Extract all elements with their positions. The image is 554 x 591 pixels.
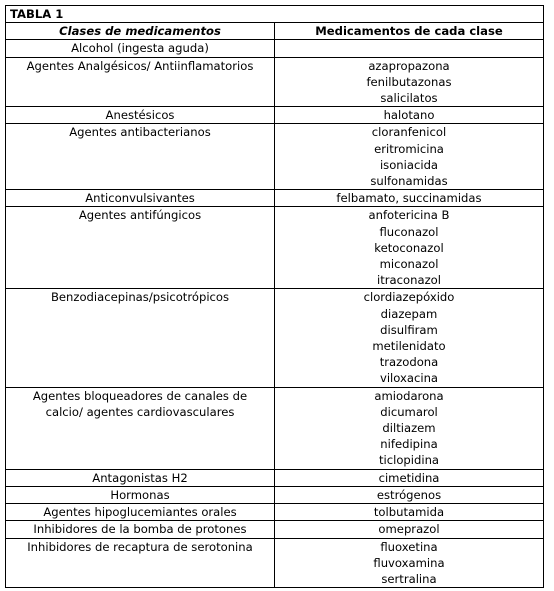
- class-cell: [6, 387, 275, 469]
- drug-name: [279, 40, 539, 56]
- class-cell: [6, 486, 275, 503]
- drug-name: fluvoxamina: [373, 555, 445, 570]
- class-cell: [6, 124, 275, 190]
- drug-name: sulfonamidas: [370, 174, 448, 189]
- table-row: [6, 504, 544, 521]
- drugs-cell: [275, 387, 544, 469]
- class-name: Agentes hipoglucemiantes orales: [43, 505, 237, 520]
- drug-name: estrógenos: [376, 487, 442, 502]
- drug-name: fluconazol: [379, 224, 439, 239]
- drugs-cell: [275, 107, 544, 124]
- drug-name: nifedipina: [380, 437, 438, 452]
- class-cell: [6, 521, 275, 538]
- class-name: Agentes Analgésicos/ Antiinflamatorios: [26, 58, 254, 73]
- drug-name: fenilbutazonas: [366, 74, 452, 89]
- drug-name: isoniacida: [379, 157, 439, 172]
- drug-name: amiodarona: [374, 388, 444, 403]
- class-cell: [6, 107, 275, 124]
- class-cell: [6, 57, 275, 107]
- class-name: Inhibidores de recaptura de serotonina: [27, 539, 253, 554]
- table-row: [6, 57, 544, 107]
- table-title-row: [6, 6, 544, 23]
- drug-name: itraconazol: [377, 273, 441, 288]
- drug-name: halotano: [383, 108, 435, 123]
- drugs-cell: [275, 207, 544, 289]
- table-row: [6, 538, 544, 588]
- drug-class-table: [5, 5, 544, 588]
- drug-name: diltiazem: [382, 421, 436, 436]
- class-name: Hormonas: [110, 487, 170, 502]
- drug-name: salicilatos: [380, 91, 438, 106]
- table-row: [6, 107, 544, 124]
- table-row: [6, 486, 544, 503]
- drug-name: metilenidato: [372, 339, 446, 354]
- class-name: Inhibidores de la bomba de protones: [33, 522, 247, 537]
- table-row: [6, 124, 544, 190]
- table-row: [6, 207, 544, 289]
- class-cell: [6, 207, 275, 289]
- class-name: Agentes antibacterianos: [69, 125, 211, 140]
- drug-name: ketoconazol: [374, 240, 444, 255]
- drugs-cell: [275, 289, 544, 387]
- class-cell: [6, 190, 275, 207]
- header-classes: Clases de medicamentos: [6, 23, 275, 40]
- class-name: Antagonistas H2: [92, 470, 188, 485]
- table-title: TABLA 1: [6, 6, 544, 23]
- drugs-cell: [275, 538, 544, 588]
- class-name: Agentes antifúngicos: [78, 208, 202, 223]
- class-name: Agentes bloqueadores de canales de: [32, 388, 248, 403]
- table-row: [6, 190, 544, 207]
- table-row: [6, 40, 544, 57]
- drug-name: omeprazol: [378, 522, 440, 537]
- drugs-cell: [275, 486, 544, 503]
- drug-name: cimetidina: [378, 470, 440, 485]
- drugs-cell: [275, 469, 544, 486]
- table-header-row: [6, 23, 544, 40]
- drug-name: clordiazepóxido: [363, 290, 455, 305]
- drug-name: ticlopidina: [378, 453, 440, 468]
- drug-name: anfotericina B: [368, 208, 450, 223]
- class-name: Anestésicos: [105, 108, 175, 123]
- class-cell: [6, 289, 275, 387]
- drugs-cell: [275, 57, 544, 107]
- drugs-cell: [275, 40, 544, 57]
- drug-name: dicumarol: [380, 404, 438, 419]
- drug-name: diazepam: [380, 306, 438, 321]
- drug-name: sertralina: [381, 571, 437, 586]
- drug-name: disulfiram: [380, 322, 438, 337]
- class-cell: [6, 538, 275, 588]
- drug-name: trazodona: [379, 355, 439, 370]
- header-drugs: Medicamentos de cada clase: [275, 23, 544, 40]
- class-cell: [6, 40, 275, 57]
- class-cell: [6, 469, 275, 486]
- table-body: [6, 6, 544, 588]
- drug-name: fluoxetina: [380, 539, 438, 554]
- drug-name: cloranfenicol: [371, 125, 447, 140]
- drugs-cell: [275, 521, 544, 538]
- drug-name: azapropazona: [368, 58, 450, 73]
- class-name: Alcohol (ingesta aguda): [71, 41, 209, 56]
- drug-name: tolbutamida: [373, 505, 445, 520]
- drugs-cell: [275, 124, 544, 190]
- table-row: [6, 387, 544, 469]
- class-name: calcio/ agentes cardiovasculares: [45, 404, 235, 419]
- table-row: [6, 289, 544, 387]
- drug-name: felbamato, succinamidas: [336, 191, 482, 206]
- class-cell: [6, 504, 275, 521]
- drugs-cell: [275, 504, 544, 521]
- drug-name: eritromicina: [374, 141, 444, 156]
- drugs-cell: [275, 190, 544, 207]
- table-row: [6, 469, 544, 486]
- drug-name: miconazol: [379, 257, 439, 272]
- class-name: Anticonvulsivantes: [85, 191, 195, 206]
- table-row: [6, 521, 544, 538]
- class-name: Benzodiacepinas/psicotrópicos: [50, 290, 230, 305]
- drug-name: viloxacina: [379, 371, 439, 386]
